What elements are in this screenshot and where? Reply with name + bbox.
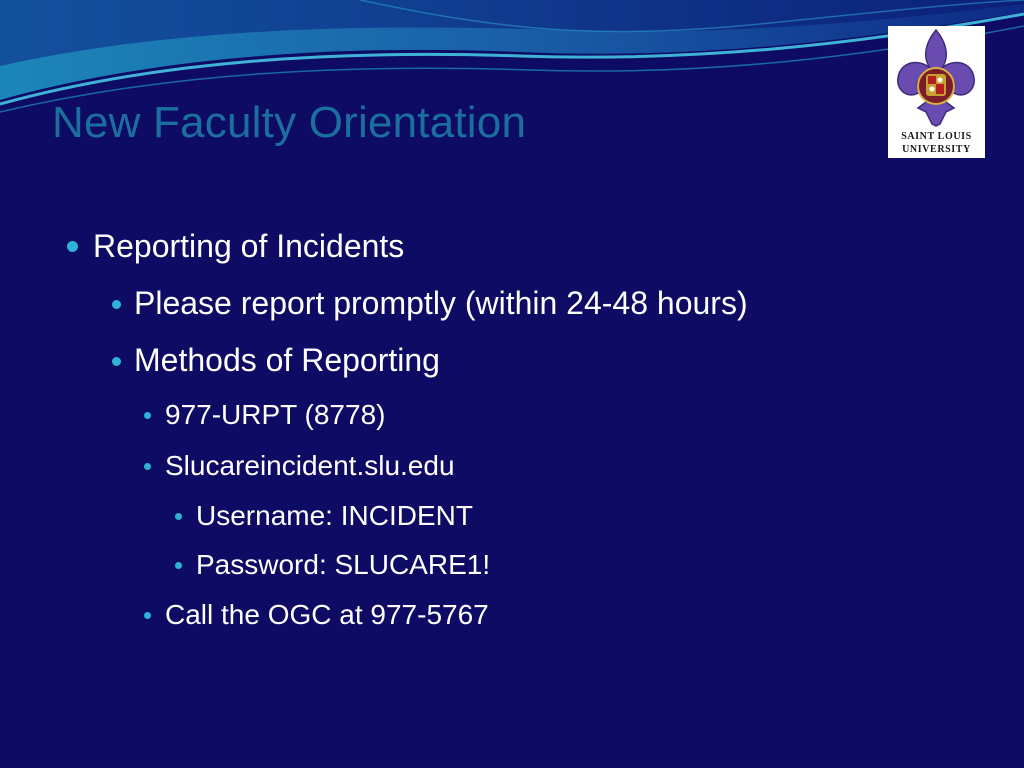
bullet-dot	[144, 463, 151, 470]
bullet-text: Call the OGC at 977-5767	[165, 599, 489, 630]
bullet-item	[196, 500, 473, 532]
bullet-item	[93, 228, 404, 265]
bullet-text: Slucareincident.slu.edu	[165, 450, 455, 481]
bullet-item	[165, 599, 489, 631]
bullet-item	[165, 399, 385, 431]
bullet-text: Username: INCIDENT	[196, 500, 473, 531]
logo-text-line2: UNIVERSITY	[902, 144, 971, 155]
bullet-text: Password: SLUCARE1!	[196, 549, 491, 580]
slide-title: New Faculty Orientation	[52, 98, 527, 147]
bullet-item	[165, 450, 455, 482]
bullet-dot	[144, 412, 151, 419]
bullet-dot	[175, 513, 182, 520]
bullet-text: Methods of Reporting	[134, 342, 440, 378]
bullet-dot	[112, 300, 121, 309]
bullet-text: Please report promptly (within 24-48 hours)	[134, 285, 748, 321]
fleur-de-lis-crest-icon	[894, 28, 979, 128]
bullet-dot	[175, 562, 182, 569]
bullet-dot	[112, 357, 121, 366]
bullet-dot	[144, 612, 151, 619]
bullet-dot	[67, 241, 78, 252]
logo-text-line1: SAINT LOUIS	[901, 131, 972, 142]
university-logo	[888, 26, 985, 158]
bullet-item	[196, 549, 490, 581]
bullet-text: 977-URPT (8778)	[165, 399, 386, 430]
bullet-item	[134, 342, 440, 379]
bullet-item	[134, 285, 748, 322]
bullet-text: Reporting of Incidents	[93, 228, 405, 264]
